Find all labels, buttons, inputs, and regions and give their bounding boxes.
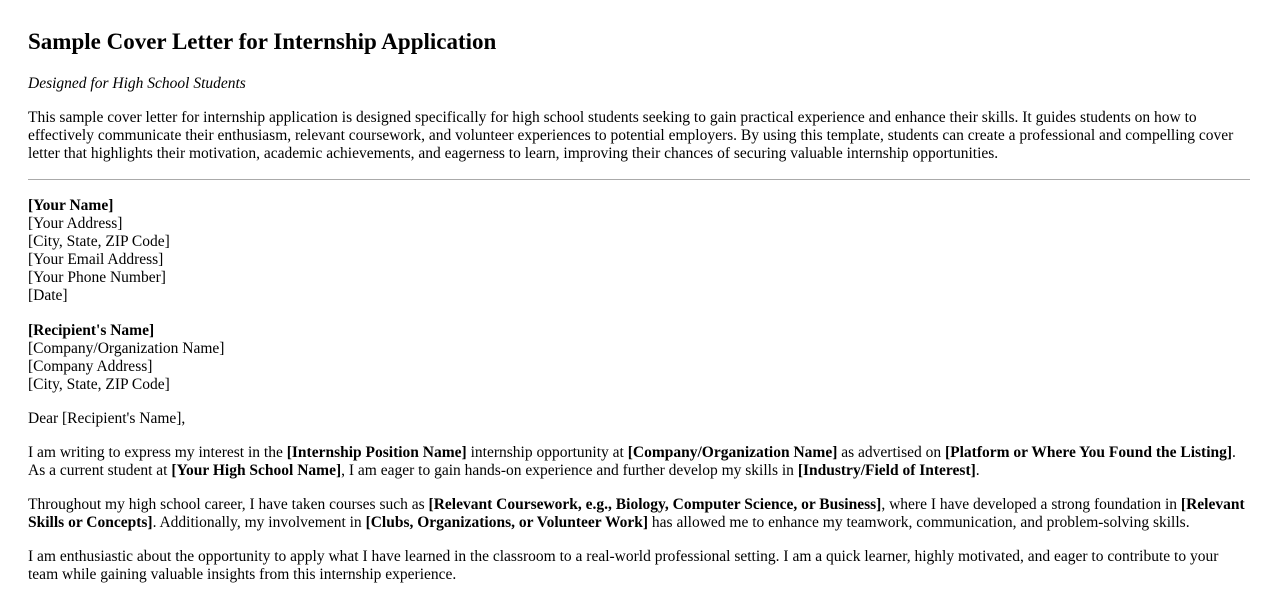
sender-city: [City, State, ZIP Code]: [28, 233, 170, 250]
sender-phone: [Your Phone Number]: [28, 269, 166, 286]
body-paragraph-2: Throughout my high school career, I have taken courses such as [Relevant Coursework, e.g., Biology, Computer Science, or Business], where I have developed a strong foundation in [Relevant Skills or Concepts]. Additionally, my involvement in [Clubs, Organizations, or Volunteer Work] has allowed me to enhance my teamwork, communication, and problem-solving skills.: [28, 496, 1245, 531]
intro-paragraph: This sample cover letter for internship application is designed specifically for high school students seeking to gain practical experience and enhance their skills. It guides students on how to effectively communicate their enthusiasm, relevant coursework, and volunteer experiences to potential employers. By using this template, students can create a professional and compelling cover letter that highlights their motivation, academic achievements, and eagerness to learn, improving their chances of securing valuable internship opportunities.: [28, 109, 1234, 162]
divider: [28, 179, 1250, 180]
recipient-block: [28, 322, 1250, 394]
body-paragraph-1: I am writing to express my interest in the [Internship Position Name] internship opportunity at [Company/Organization Name] as advertised on [Platform or Where You Found the Listing]. As a current student at [Your High School Name], I am eager to gain hands-on experience and further develop my skills in [Industry/Field of Interest].: [28, 444, 1236, 479]
sender-name: [Your Name]: [28, 197, 114, 214]
sender-email: [Your Email Address]: [28, 251, 164, 268]
body-paragraph-3: I am enthusiastic about the opportunity to apply what I have learned in the classroom to a real-world professional setting. I am a quick learner, highly motivated, and eager to contribute to your team while gaining valuable insights from this internship experience.: [28, 548, 1219, 583]
recipient-name: [Recipient's Name]: [28, 322, 155, 339]
recipient-address: [Company Address]: [28, 358, 153, 375]
salutation: Dear [Recipient's Name],: [28, 410, 186, 427]
letter-date: [Date]: [28, 287, 68, 304]
recipient-company: [Company/Organization Name]: [28, 340, 225, 357]
page-title: Sample Cover Letter for Internship Application: [28, 29, 497, 54]
sender-block: [28, 197, 1250, 305]
sender-address: [Your Address]: [28, 215, 123, 232]
recipient-city: [City, State, ZIP Code]: [28, 376, 170, 393]
page-subtitle: Designed for High School Students: [28, 75, 246, 92]
